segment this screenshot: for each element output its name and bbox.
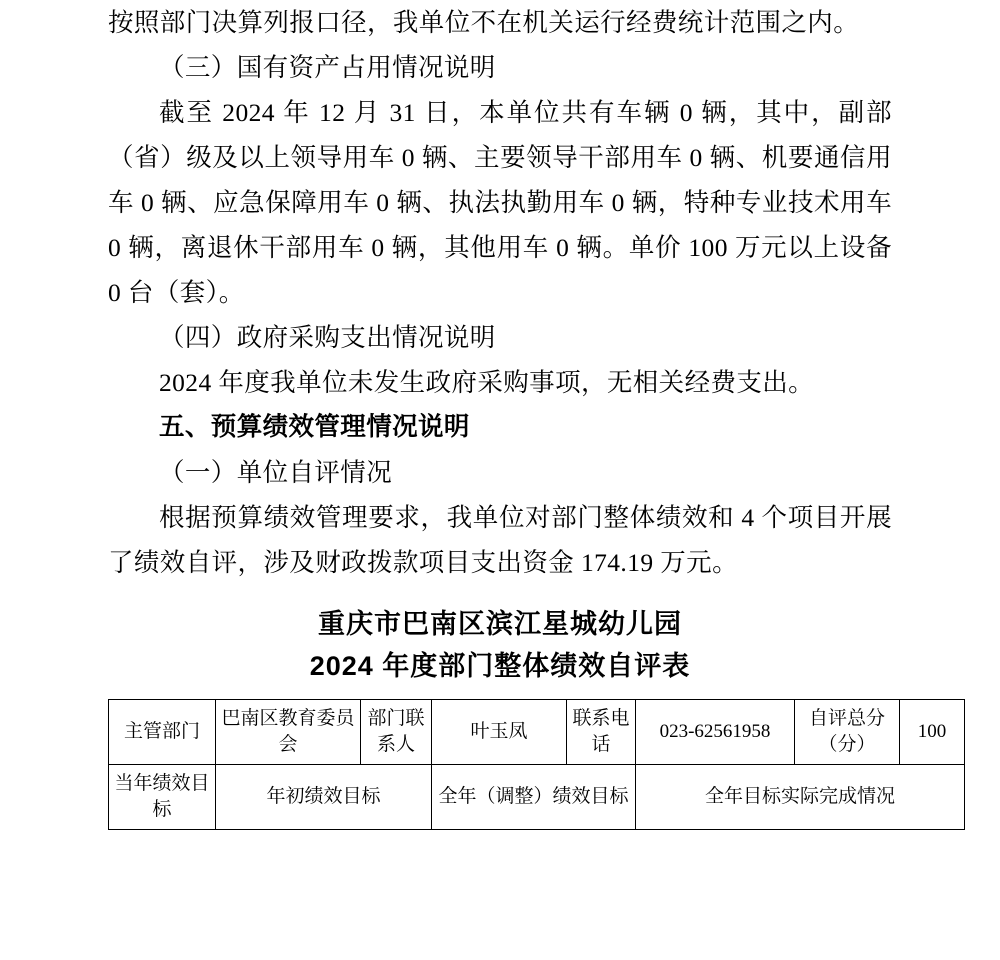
cell-label-supervising-department: 主管部门: [109, 700, 216, 765]
cell-column-actual-completion: 全年目标实际完成情况: [636, 765, 965, 830]
cell-value-contact-person: 叶玉凤: [432, 700, 567, 765]
paragraph-running-cost: 按照部门决算列报口径，我单位不在机关运行经费统计范围之内。: [108, 8, 860, 37]
section-heading-procurement: （四）政府采购支出情况说明: [159, 323, 496, 352]
document-title: 重庆市巴南区滨江星城幼儿园: [318, 609, 682, 639]
cell-value-phone: 023-62561958: [636, 700, 795, 765]
cell-column-adjusted-goal: 全年（调整）绩效目标: [432, 765, 636, 830]
cell-label-phone: 联系电话: [567, 700, 636, 765]
cell-value-total-score: 100: [900, 700, 965, 765]
cell-label-total-score: 自评总分（分）: [795, 700, 900, 765]
document-subtitle: 2024 年度部门整体绩效自评表: [309, 651, 691, 681]
section-heading-performance: 五、预算绩效管理情况说明: [159, 413, 470, 441]
paragraph-self-evaluation: 根据预算绩效管理要求，我单位对部门整体绩效和 4 个项目开展了绩效自评，涉及财政拨款项目支出资金 174.19 万元。: [108, 503, 892, 577]
table-title-block: [108, 603, 892, 687]
paragraph-procurement: 2024 年度我单位未发生政府采购事项，无相关经费支出。: [159, 368, 815, 397]
table-row: [109, 765, 965, 830]
table-row: [109, 700, 965, 765]
cell-label-contact-person: 部门联系人: [361, 700, 432, 765]
section-heading-state-assets: （三）国有资产占用情况说明: [159, 53, 496, 82]
cell-column-initial-goal: 年初绩效目标: [216, 765, 432, 830]
section-heading-self-evaluation: （一）单位自评情况: [159, 458, 393, 487]
performance-self-evaluation-table: [108, 699, 965, 830]
cell-value-supervising-department: 巴南区教育委员会: [216, 700, 361, 765]
cell-label-annual-performance-goal: 当年绩效目标: [109, 765, 216, 830]
paragraph-state-assets: 截至 2024 年 12 月 31 日，本单位共有车辆 0 辆，其中，副部（省）级及以上领导用车 0 辆、主要领导干部用车 0 辆、机要通信用车 0 辆、应急保障用车 0 辆、执法执勤用车 0 辆，特种专业技术用车 0 辆，离退休干部用车 0 辆，其他用车 0 辆。单价 100 万元以上设备 0 台（套）。: [108, 98, 892, 307]
